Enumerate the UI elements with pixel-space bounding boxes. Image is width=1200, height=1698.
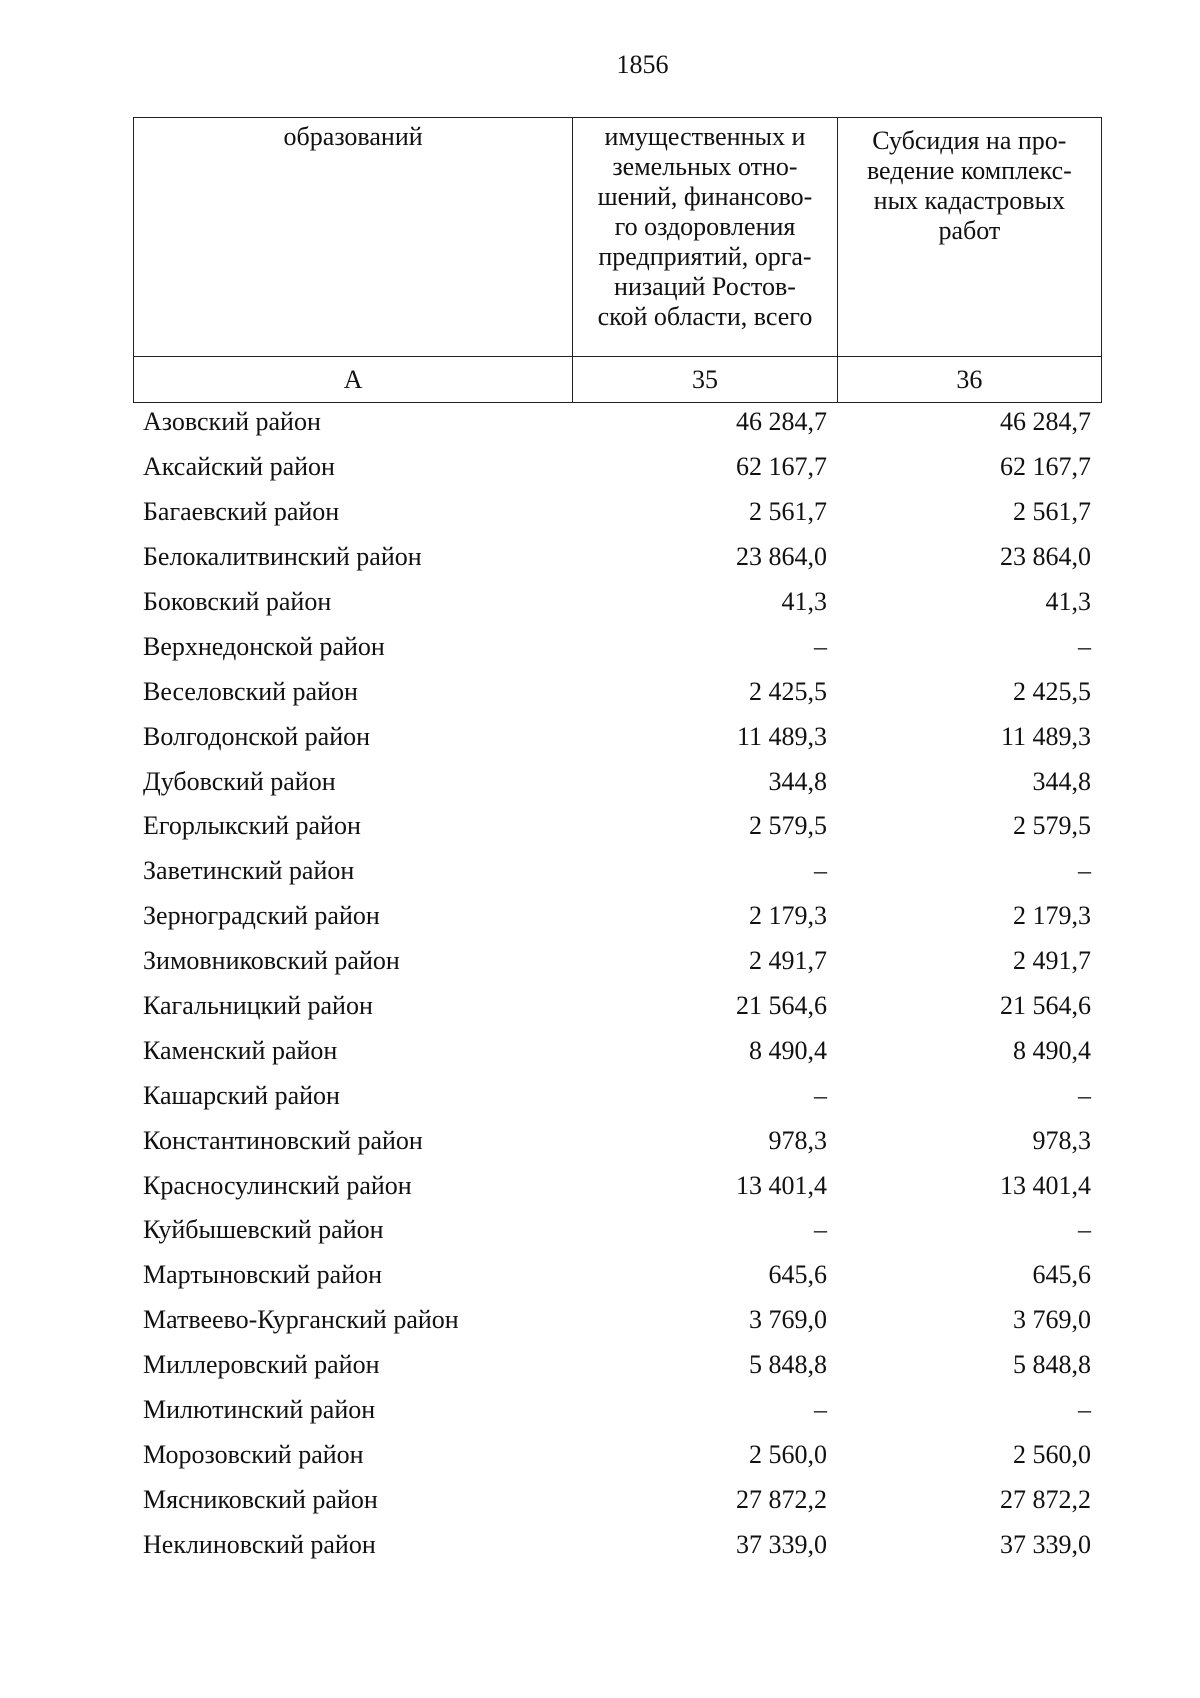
value-col-36: 23 864,0 xyxy=(1000,542,1091,572)
value-col-36: 37 339,0 xyxy=(1000,1529,1091,1559)
value-col-36: – xyxy=(1078,1215,1091,1245)
value-col-35: 11 489,3 xyxy=(736,721,827,751)
value-col-35: 27 872,2 xyxy=(736,1484,827,1514)
value-col-36: – xyxy=(1078,631,1091,661)
district-name: Красносулинский район xyxy=(143,1170,412,1200)
header-col-36-label: Субсидия на про- ведение комплекс- ных кадастровых работ xyxy=(866,126,1072,245)
value-col-36: 8 490,4 xyxy=(1013,1035,1091,1065)
table-row xyxy=(133,669,1102,714)
district-name: Верхнедонской район xyxy=(143,631,385,661)
district-name: Азовский район xyxy=(143,407,321,437)
district-name: Матвеево-Курганский район xyxy=(143,1305,459,1335)
value-col-35: 5 848,8 xyxy=(749,1350,827,1380)
value-col-36: 2 425,5 xyxy=(1013,676,1091,706)
value-col-35: 344,8 xyxy=(768,766,827,796)
district-name: Морозовский район xyxy=(143,1439,364,1469)
table-row xyxy=(133,894,1102,939)
value-col-36: 11 489,3 xyxy=(1000,721,1091,751)
value-col-36: 645,6 xyxy=(1032,1260,1091,1290)
value-col-36: 13 401,4 xyxy=(1000,1170,1091,1200)
table-row xyxy=(133,535,1102,580)
table-row xyxy=(133,1388,1102,1433)
table-row xyxy=(133,939,1102,984)
table-row xyxy=(133,759,1102,804)
value-col-35: 46 284,7 xyxy=(736,407,827,437)
value-col-36: – xyxy=(1078,1395,1091,1425)
table-row xyxy=(133,1163,1102,1208)
table-row xyxy=(133,445,1102,490)
district-name: Зерноградский район xyxy=(143,901,380,931)
value-col-35: 13 401,4 xyxy=(736,1170,827,1200)
value-col-35: 2 579,5 xyxy=(749,811,827,841)
district-name: Неклиновский район xyxy=(143,1529,376,1559)
table-row xyxy=(133,1298,1102,1343)
value-col-36: 46 284,7 xyxy=(1000,407,1091,437)
value-col-36: 41,3 xyxy=(1045,587,1091,616)
district-name: Дубовский район xyxy=(143,766,336,796)
district-name: Белокалитвинский район xyxy=(143,542,422,572)
table-row xyxy=(133,490,1102,535)
district-name: Милютинский район xyxy=(143,1395,376,1425)
value-col-36: 344,8 xyxy=(1032,766,1091,796)
value-col-35: 8 490,4 xyxy=(749,1035,827,1065)
district-name: Аксайский район xyxy=(143,452,335,482)
value-col-35: – xyxy=(814,1395,827,1425)
column-number-a: А xyxy=(134,357,573,403)
district-name: Мартыновский район xyxy=(143,1260,383,1290)
table-row xyxy=(133,400,1102,445)
value-col-36: 5 848,8 xyxy=(1013,1350,1091,1380)
district-name: Боковский район xyxy=(143,587,332,616)
page-number: 1856 xyxy=(616,50,669,79)
value-col-35: 62 167,7 xyxy=(736,452,827,482)
district-name: Волгодонской район xyxy=(143,721,371,751)
table-header xyxy=(133,117,1102,403)
value-col-35: – xyxy=(814,1215,827,1245)
value-col-35: 2 560,0 xyxy=(749,1439,827,1469)
value-col-36: 2 561,7 xyxy=(1013,497,1091,527)
table-row xyxy=(133,804,1102,849)
table-row xyxy=(133,1343,1102,1388)
value-col-35: – xyxy=(814,856,827,886)
value-col-35: 2 425,5 xyxy=(749,676,827,706)
district-name: Заветинский район xyxy=(143,856,355,886)
value-col-35: – xyxy=(814,1080,827,1110)
value-col-36: 978,3 xyxy=(1032,1125,1091,1155)
value-col-35: 2 179,3 xyxy=(749,901,827,931)
district-name: Мясниковский район xyxy=(143,1484,378,1514)
table-row xyxy=(133,1432,1102,1477)
value-col-36: 21 564,6 xyxy=(1000,991,1091,1021)
value-col-35: 21 564,6 xyxy=(736,991,827,1021)
value-col-35: 2 561,7 xyxy=(749,497,827,527)
header-cell-35 xyxy=(573,118,838,357)
district-name: Зимовниковский район xyxy=(143,946,400,976)
value-col-35: – xyxy=(814,631,827,661)
header-cell-a xyxy=(134,118,573,357)
value-col-36: 2 179,3 xyxy=(1013,901,1091,931)
value-col-36: 2 560,0 xyxy=(1013,1439,1091,1469)
value-col-36: 3 769,0 xyxy=(1013,1305,1091,1335)
table-row xyxy=(133,580,1102,625)
district-name: Миллеровский район xyxy=(143,1350,380,1380)
district-name: Веселовский район xyxy=(143,676,358,706)
table-row xyxy=(133,1073,1102,1118)
value-col-36: 2 491,7 xyxy=(1013,946,1091,976)
table-row xyxy=(133,714,1102,759)
value-col-36: 27 872,2 xyxy=(1000,1484,1091,1514)
table-row xyxy=(133,1477,1102,1522)
column-number-row xyxy=(134,357,1102,403)
header-col-35-label: имущественных и земельных отно- шений, финансово- го оздоровления предприятий, орга- низаций Ростов- ской области, всего xyxy=(597,122,813,331)
value-col-36: 62 167,7 xyxy=(1000,452,1091,482)
value-col-35: 2 491,7 xyxy=(749,946,827,976)
column-number-35: 35 xyxy=(573,357,838,403)
district-name: Куйбышевский район xyxy=(143,1215,384,1245)
column-number-36: 36 xyxy=(837,357,1101,403)
table-row xyxy=(133,1028,1102,1073)
district-name: Кагальницкий район xyxy=(143,991,373,1021)
value-col-35: 23 864,0 xyxy=(736,542,827,572)
district-name: Константиновский район xyxy=(143,1125,423,1155)
table-body xyxy=(133,400,1102,1567)
table-row xyxy=(133,1522,1102,1567)
value-col-36: – xyxy=(1078,856,1091,886)
district-name: Кашарский район xyxy=(143,1080,340,1110)
table-row xyxy=(133,1253,1102,1298)
table-row xyxy=(133,1208,1102,1253)
district-name: Егорлыкский район xyxy=(143,811,361,841)
header-cell-36 xyxy=(837,118,1101,357)
district-name: Багаевский район xyxy=(143,497,340,527)
value-col-35: 978,3 xyxy=(768,1125,827,1155)
table-row xyxy=(133,849,1102,894)
value-col-35: 41,3 xyxy=(781,587,827,616)
value-col-36: – xyxy=(1078,1080,1091,1110)
value-col-36: 2 579,5 xyxy=(1013,811,1091,841)
value-col-35: 37 339,0 xyxy=(736,1529,827,1559)
header-row xyxy=(134,118,1102,357)
table-row xyxy=(133,624,1102,669)
district-name: Каменский район xyxy=(143,1035,338,1065)
header-col-a-label: образований xyxy=(283,122,423,151)
value-col-35: 3 769,0 xyxy=(749,1305,827,1335)
table-row xyxy=(133,984,1102,1029)
table-row xyxy=(133,1118,1102,1163)
value-col-35: 645,6 xyxy=(768,1260,827,1290)
